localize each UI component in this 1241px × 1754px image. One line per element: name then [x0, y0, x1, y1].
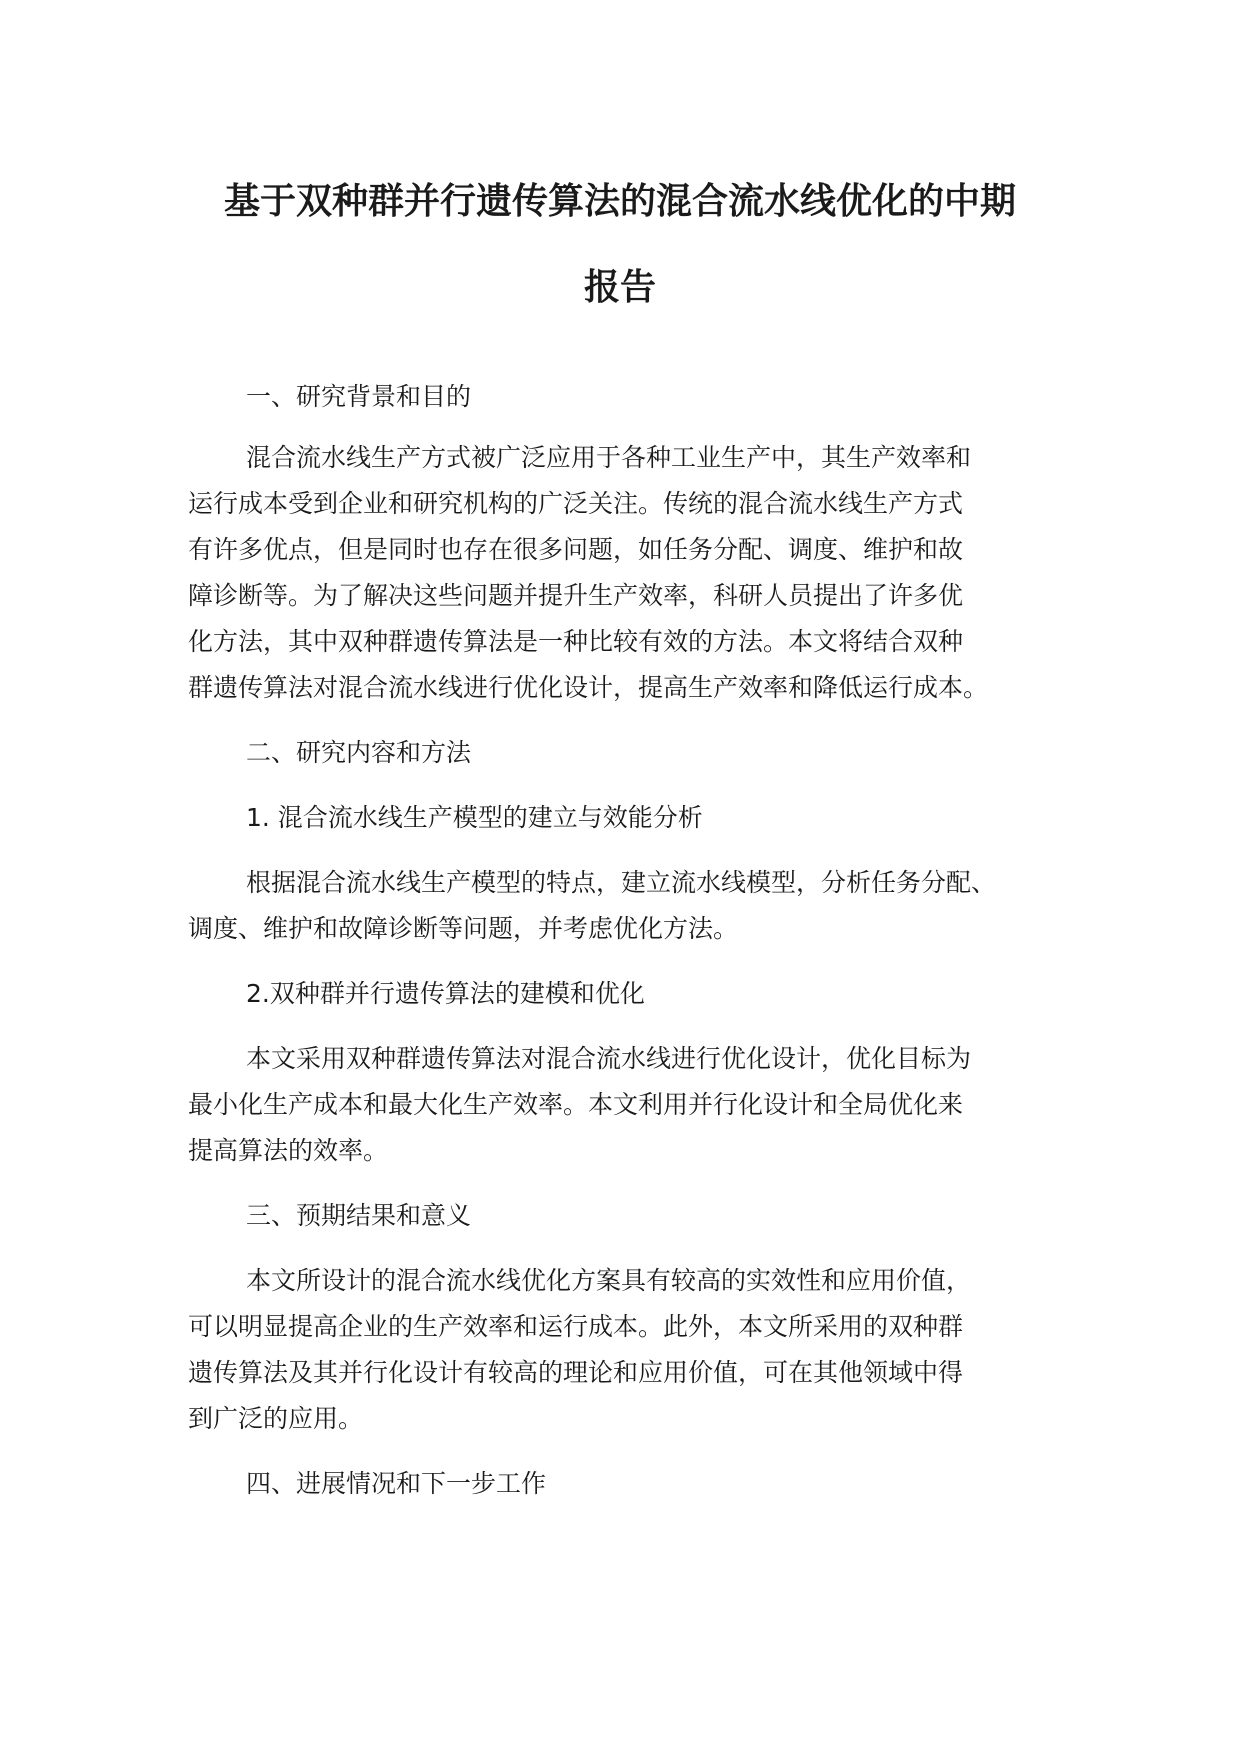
paragraph-line: 群遗传算法对混合流水线进行优化设计，提高生产效率和降低运行成本。 — [188, 673, 989, 702]
paragraph-line: 障诊断等。为了解决这些问题并提升生产效率，科研人员提出了许多优 — [188, 581, 964, 610]
document-title-line-1: 基于双种群并行遗传算法的混合流水线优化的中期 — [223, 181, 1016, 222]
section-heading-results: 三、预期结果和意义 — [246, 1201, 472, 1230]
paragraph-line: 混合流水线生产方式被广泛应用于各种工业生产中，其生产效率和 — [246, 443, 972, 472]
paragraph-line: 到广泛的应用。 — [188, 1404, 364, 1433]
section-heading-progress: 四、进展情况和下一步工作 — [246, 1469, 547, 1498]
paragraph-line: 本文采用双种群遗传算法对混合流水线进行优化设计，优化目标为 — [246, 1044, 972, 1073]
paragraph-line: 化方法，其中双种群遗传算法是一种比较有效的方法。本文将结合双种 — [188, 627, 964, 656]
subsection-heading-2: 2.双种群并行遗传算法的建模和优化 — [246, 979, 645, 1008]
subsection-heading-1: 1. 混合流水线生产模型的建立与效能分析 — [246, 803, 703, 832]
document-title-line-2: 报告 — [583, 267, 656, 308]
paragraph-line: 可以明显提高企业的生产效率和运行成本。此外，本文所采用的双种群 — [188, 1312, 964, 1341]
paragraph-line: 根据混合流水线生产模型的特点，建立流水线模型，分析任务分配、 — [246, 868, 997, 897]
paragraph-line: 提高算法的效率。 — [188, 1136, 389, 1165]
paragraph-line: 最小化生产成本和最大化生产效率。本文利用并行化设计和全局优化来 — [188, 1090, 964, 1119]
paragraph-line: 调度、维护和故障诊断等问题，并考虑优化方法。 — [188, 914, 739, 943]
paragraph-line: 运行成本受到企业和研究机构的广泛关注。传统的混合流水线生产方式 — [188, 489, 964, 518]
paragraph-line: 本文所设计的混合流水线优化方案具有较高的实效性和应用价值， — [246, 1266, 972, 1295]
section-heading-content-method: 二、研究内容和方法 — [246, 738, 472, 767]
section-heading-background: 一、研究背景和目的 — [246, 382, 472, 411]
paragraph-line: 有许多优点，但是同时也存在很多问题，如任务分配、调度、维护和故 — [188, 535, 964, 564]
paragraph-line: 遗传算法及其并行化设计有较高的理论和应用价值，可在其他领域中得 — [188, 1358, 964, 1387]
